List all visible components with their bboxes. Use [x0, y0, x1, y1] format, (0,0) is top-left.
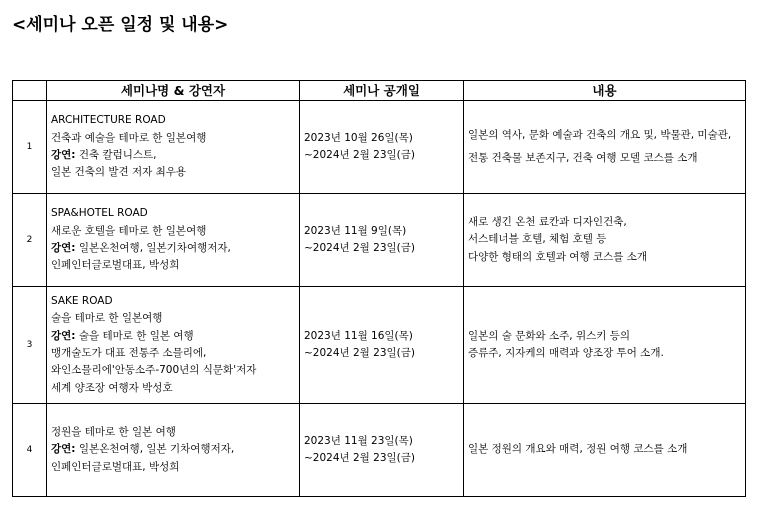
release-date-line: ~2024년 2월 23일(금) — [304, 242, 416, 254]
seminar-name-line — [51, 328, 295, 345]
release-date-line: ~2024년 2월 23일(금) — [304, 149, 416, 161]
release-date-cell — [300, 287, 464, 404]
table-row — [13, 194, 746, 287]
seminar-name-cell — [47, 404, 300, 497]
seminar-name-line — [51, 205, 295, 222]
seminar-name-text: 술을 테마로 한 일본여행 — [51, 312, 163, 325]
header-content: 내용 — [464, 81, 746, 101]
content-line: 일본의 술 문화와 소주, 위스키 등의 — [468, 329, 631, 342]
seminar-name-line — [51, 240, 295, 257]
row-number: 3 — [13, 287, 47, 404]
seminar-name-text: 와인소믈리에'안동소주-700년의 식문화'저자 — [51, 364, 257, 377]
seminar-name-line — [51, 459, 295, 476]
seminar-name-cell — [47, 101, 300, 194]
content-cell — [464, 194, 746, 287]
release-date-line: 2023년 10월 26일(목) — [304, 131, 413, 144]
seminar-name-line — [51, 112, 295, 129]
seminar-name-text: 인페인터글로벌대표, 박성희 — [51, 259, 180, 272]
table-row — [13, 101, 746, 194]
release-date-line: 2023년 11월 9일(목) — [304, 224, 407, 237]
row-number: 1 — [13, 101, 47, 194]
speaker-label: 강연: — [51, 329, 76, 342]
header-release-date: 세미나 공개일 — [300, 81, 464, 101]
release-date-line: ~2024년 2월 23일(금) — [304, 347, 416, 359]
seminar-name-cell — [47, 287, 300, 404]
seminar-name-line — [51, 380, 295, 397]
seminar-name-line — [51, 130, 295, 147]
table-row — [13, 404, 746, 497]
header-seminar-name: 세미나명 & 강연자 — [47, 81, 300, 101]
seminar-name-text: 일본온천여행, 일본 기차여행저자, — [75, 443, 235, 456]
seminar-name-line — [51, 310, 295, 327]
seminar-name-text: 건축과 예술을 테마로 한 일본여행 — [51, 131, 207, 144]
content-line: 서스테너블 호텔, 체험 호텔 등 — [468, 233, 607, 246]
seminar-name-text: 술을 테마로 한 일본 여행 — [75, 329, 194, 342]
row-number: 2 — [13, 194, 47, 287]
table-row — [13, 287, 746, 404]
content-line: 증류주, 지자케의 매력과 양조장 투어 소개. — [468, 347, 664, 359]
seminar-name-line — [51, 257, 295, 274]
release-date-line: 2023년 11월 23일(목) — [304, 434, 413, 447]
seminar-name-line — [51, 441, 295, 458]
seminar-name-text: 세계 양조장 여행자 박성호 — [51, 381, 173, 394]
content-cell — [464, 101, 746, 194]
seminar-name-line — [51, 147, 295, 164]
seminar-name-line — [51, 293, 295, 310]
seminar-name-line — [51, 362, 295, 379]
seminar-name-line — [51, 164, 295, 181]
seminar-name-line — [51, 223, 295, 240]
seminar-name-text: 맹개술도가 대표 전통주 소믈리에, — [51, 347, 207, 359]
content-cell — [464, 404, 746, 497]
release-date-cell — [300, 194, 464, 287]
content-line: 전통 건축물 보존지구, 건축 여행 모델 코스를 소개 — [468, 152, 698, 164]
seminar-name-text: 인페인터글로벌대표, 박성희 — [51, 460, 180, 473]
release-date-line: ~2024년 2월 23일(금) — [304, 452, 416, 464]
table-header-row — [13, 81, 746, 101]
seminar-name-line — [51, 345, 295, 362]
seminar-name-text: 일본온천여행, 일본기차여행저자, — [75, 242, 231, 254]
content-cell — [464, 287, 746, 404]
speaker-label: 강연: — [51, 443, 76, 456]
content-line: 다양한 형태의 호텔과 여행 코스를 소개 — [468, 250, 647, 263]
header-number — [13, 81, 47, 101]
seminar-name-text: 일본 건축의 발견 저자 최우용 — [51, 166, 187, 179]
seminar-name-text: 건축 칼럼니스트, — [75, 149, 157, 161]
speaker-label: 강연: — [51, 149, 76, 161]
seminar-name-text: SPA&HOTEL ROAD — [51, 207, 148, 220]
page-title: <세미나 오픈 일정 및 내용> — [12, 15, 229, 35]
release-date-line: 2023년 11월 16일(목) — [304, 329, 413, 342]
content-line: 일본의 역사, 문화 예술과 건축의 개요 및, 박물관, 미술관, — [468, 128, 732, 141]
seminar-name-text: 새로운 호텔을 테마로 한 일본여행 — [51, 224, 207, 237]
row-number: 4 — [13, 404, 47, 497]
seminar-name-line — [51, 424, 295, 441]
speaker-label: 강연: — [51, 242, 76, 254]
release-date-cell — [300, 101, 464, 194]
seminar-name-text: 정원을 테마로 한 일본 여행 — [51, 426, 176, 439]
seminar-name-text: SAKE ROAD — [51, 295, 113, 308]
seminar-schedule-table — [12, 80, 746, 497]
content-line: 일본 정원의 개요와 매력, 정원 여행 코스를 소개 — [468, 443, 688, 456]
seminar-name-text: ARCHITECTURE ROAD — [51, 114, 166, 127]
release-date-cell — [300, 404, 464, 497]
seminar-name-cell — [47, 194, 300, 287]
content-line: 새로 생긴 온천 료칸과 디자인건축, — [468, 216, 627, 229]
